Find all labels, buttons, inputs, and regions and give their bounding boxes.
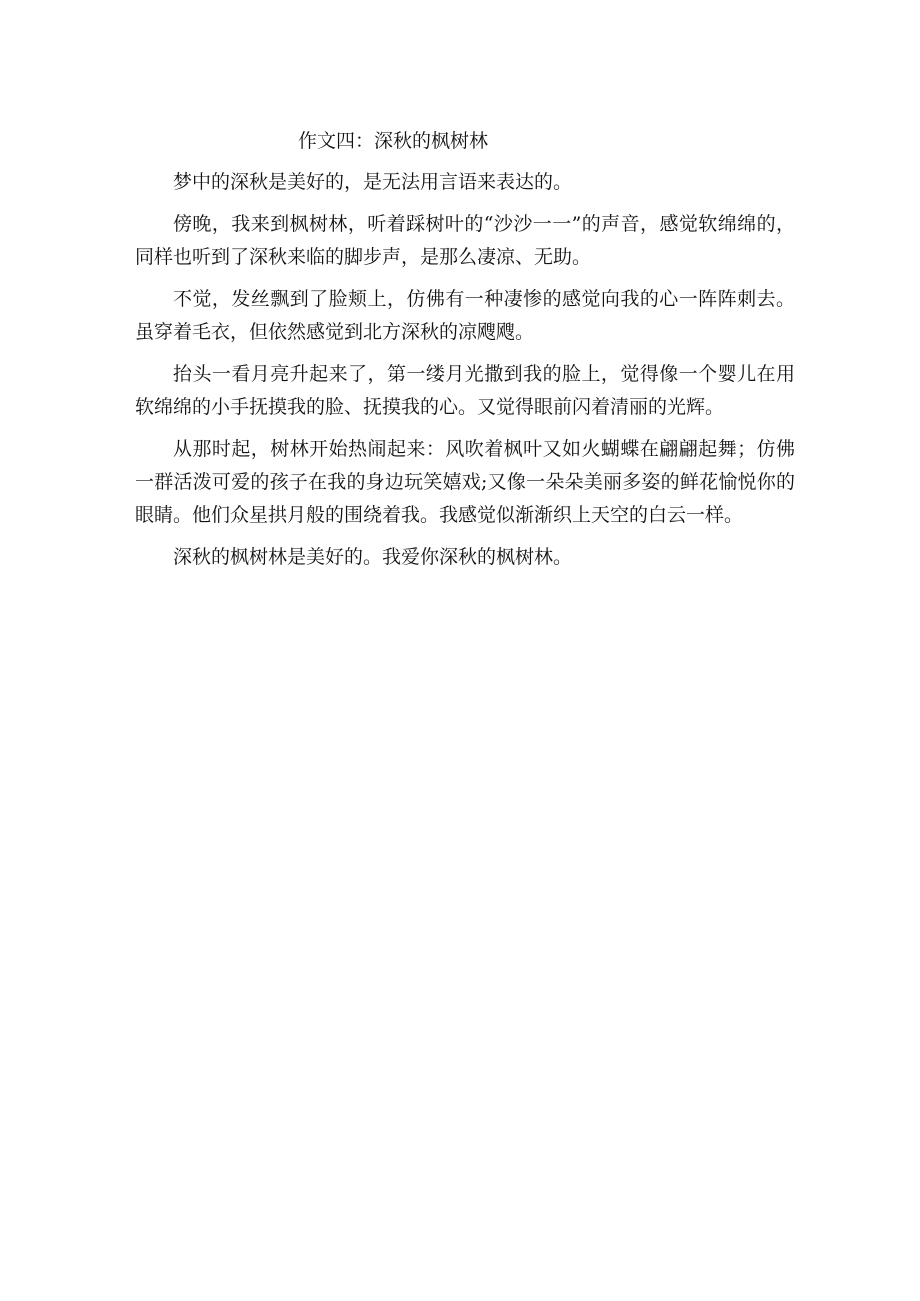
paragraph-6: 深秋的枫树林是美好的。我爱你深秋的枫树林。 — [173, 546, 573, 568]
paragraph-4: 抬头一看月亮升起来了，第一缕月光撒到我的脸上，觉得像一个婴儿在用软绵绵的小手抚摸我的脸、抚摸我的心。又觉得眼前闪着清丽的光辉。 — [135, 363, 795, 418]
paragraph-2: 傍晚，我来到枫树林，听着踩树叶的“沙沙一一”的声音，感觉软绵绵的，同样也听到了深秋来临的脚步声，是那么凄凉、无助。 — [135, 213, 795, 268]
paragraph-5: 从那时起，树林开始热闹起来：风吹着枫叶又如火蝴蝶在翩翩起舞；仿佛一群活泼可爱的孩子在我的身边玩笑嬉戏;又像一朵朵美丽多姿的鲜花愉悦你的眼睛。他们众星拱月般的围绕着我。我感觉似渐渐织上天空的白云一样。 — [135, 438, 795, 526]
paragraph-3: 不觉，发丝飘到了脸颊上，仿佛有一种凄惨的感觉向我的心一阵阵刺去。虽穿着毛衣，但依然感觉到北方深秋的凉飕飕。 — [135, 288, 795, 343]
paragraph-1: 梦中的深秋是美好的，是无法用言语来表达的。 — [173, 171, 573, 193]
essay-title: 作文四：深秋的枫树林 — [298, 130, 489, 152]
essay-body — [135, 166, 795, 583]
